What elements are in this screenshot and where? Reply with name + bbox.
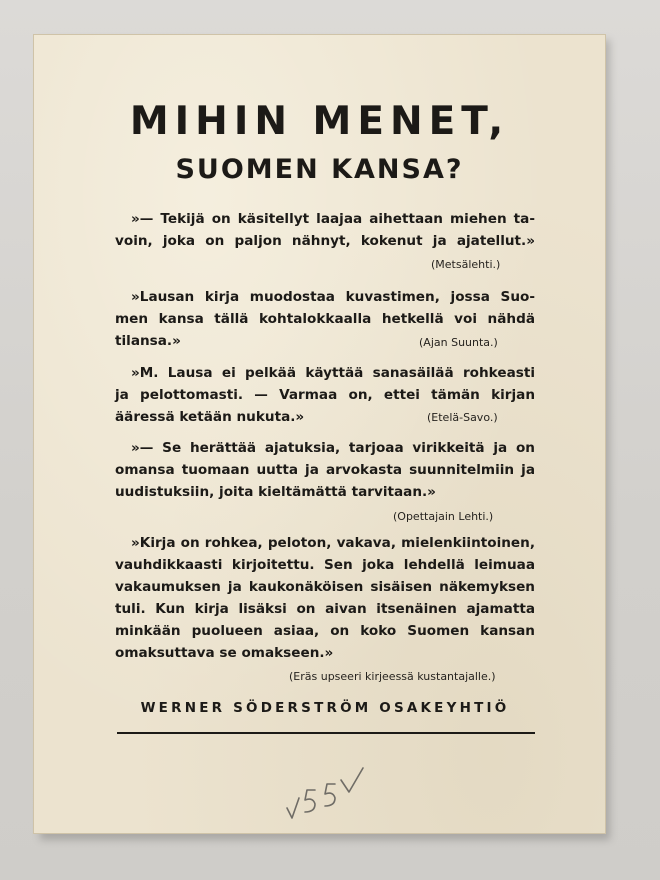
title-line-2: SUOMEN KANSA? <box>175 154 464 185</box>
book-back-cover <box>33 34 606 834</box>
quote-line: voin, joka on paljon nähnyt, kokenut ja ajatellut.» <box>115 233 535 249</box>
quote-line: »— Tekijä on käsitellyt laajaa aihettaan miehen ta- <box>131 211 535 227</box>
quote-line: »— Se herättää ajatuksia, tarjoaa virikkeitä ja on <box>131 440 535 456</box>
quote-line: tuli. Kun kirja lisäksi on aivan itsenäinen ajamatta <box>115 601 535 617</box>
quote-line: »Lausan kirja muodostaa kuvastimen, jossa Suo- <box>131 289 535 305</box>
quote-line: »Kirja on rohkea, peloton, vakava, mielenkiintoinen, <box>131 535 535 551</box>
quote-line: omaksuttava se omakseen.» <box>115 645 334 661</box>
quote-line: tilansa.» <box>115 333 181 349</box>
quote-source: (Etelä-Savo.) <box>427 411 498 424</box>
quote-line: minkään puolueen asiaa, on koko Suomen kansan <box>115 623 535 639</box>
publisher-name: WERNER SÖDERSTRÖM OSAKEYHTIÖ <box>140 700 510 716</box>
quote-source: (Eräs upseeri kirjeessä kustantajalle.) <box>289 670 496 683</box>
review-quote <box>115 532 535 664</box>
quote-line: ja pelottomasti. — Varmaa on, ettei tämän kirjan <box>115 387 535 403</box>
title-line-1: MIHIN MENET, <box>129 99 510 144</box>
quote-source: (Metsälehti.) <box>431 258 501 271</box>
quote-line: ääressä ketään nukuta.» <box>115 409 305 425</box>
review-quote <box>115 437 535 503</box>
handwritten-pencil-note <box>283 756 393 826</box>
quote-line: »M. Lausa ei pelkää käyttää sanasäilää rohkeasti <box>131 365 535 381</box>
quote-source: (Opettajain Lehti.) <box>393 510 494 523</box>
quote-line: vauhdikkaasti kirjoitettu. Sen joka lehdellä leimuaa <box>115 557 535 573</box>
quote-line: omansa tuomaan uutta ja arvokasta suunnitelmiin ja <box>115 462 535 478</box>
quote-source: (Ajan Suunta.) <box>419 336 498 349</box>
quote-line: men kansa tällä kohtalokkaalla hetkellä voi nähdä <box>115 311 535 327</box>
divider-rule <box>117 732 535 734</box>
quote-line: uudistuksiin, joita kieltämättä tarvitaan.» <box>115 484 436 500</box>
quote-line: vakaumuksen ja kaukonäköisen sisäisen näkemyksen <box>115 579 535 595</box>
review-quote <box>115 208 535 252</box>
